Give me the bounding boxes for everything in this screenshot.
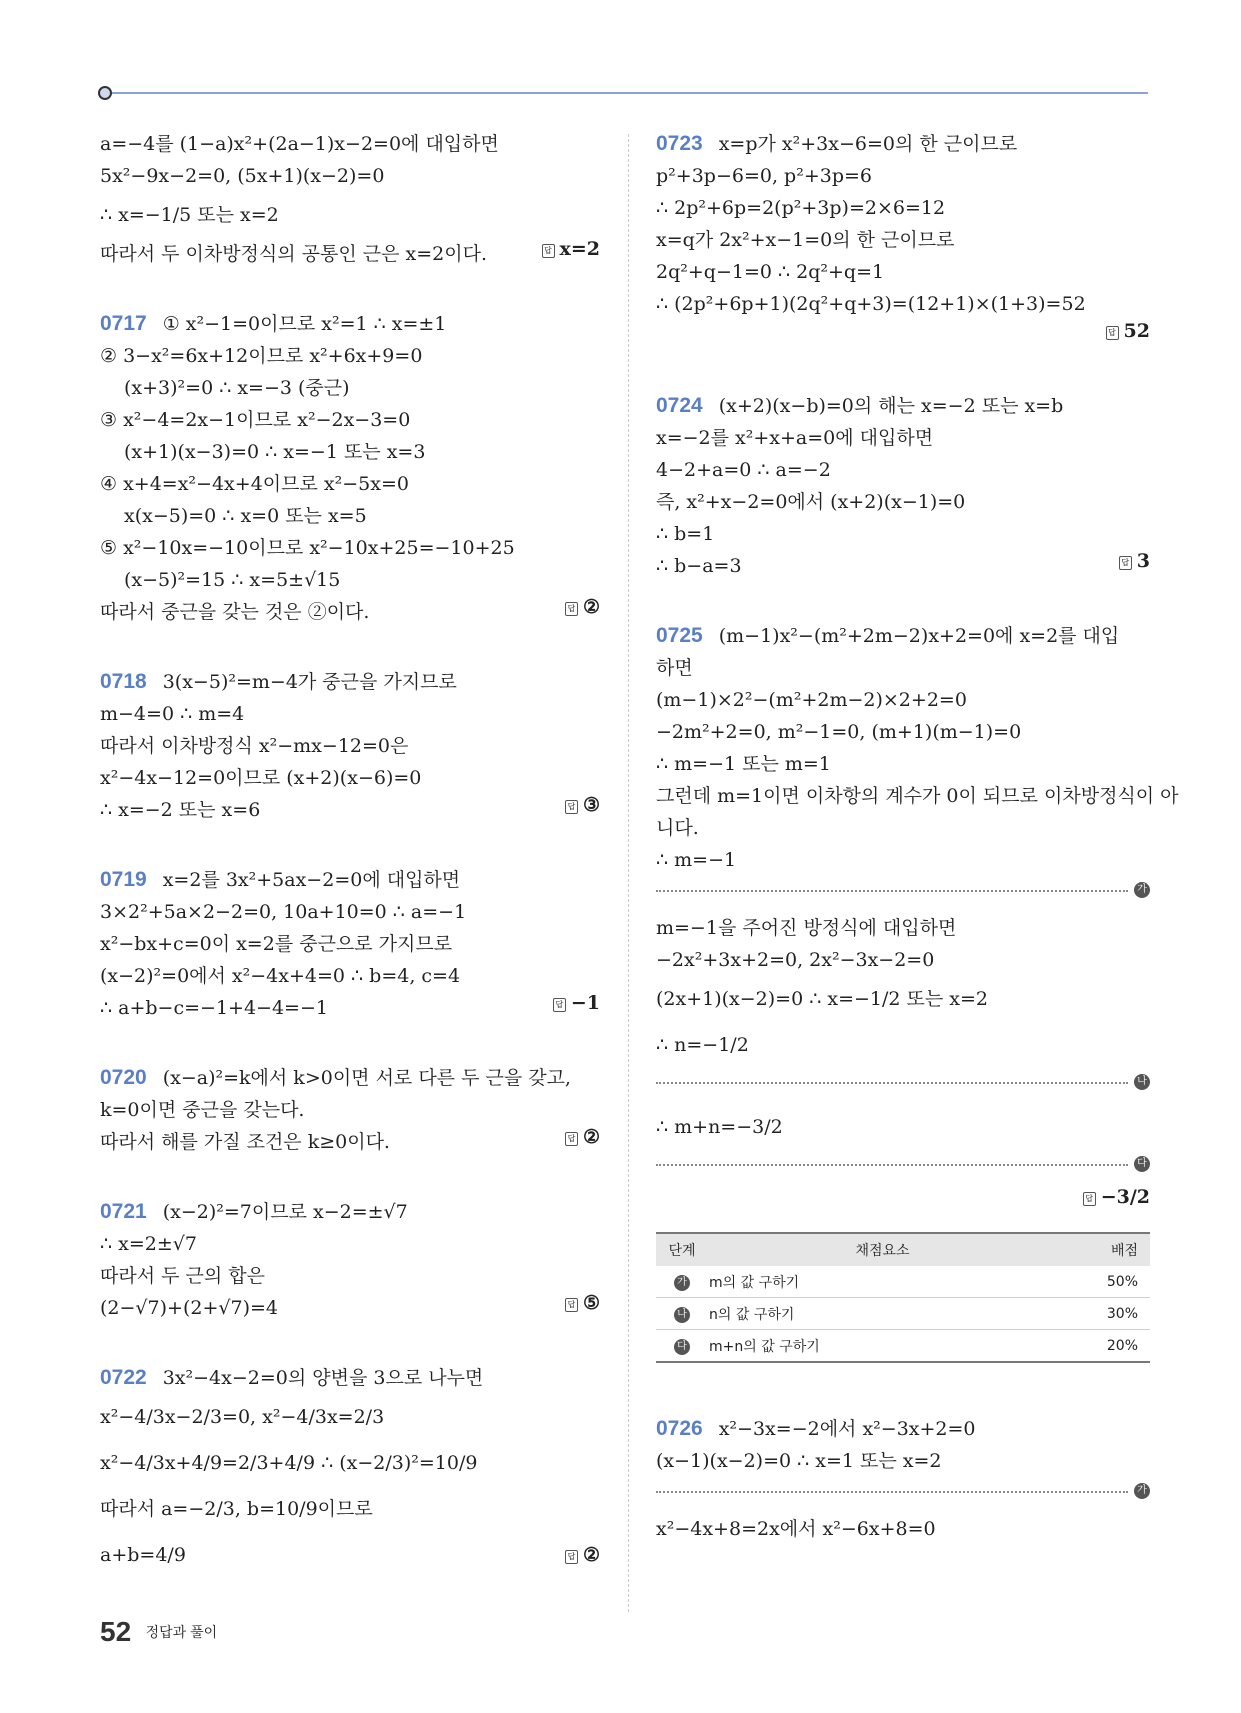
left-column <box>100 128 600 1616</box>
answer-mark <box>1106 320 1150 342</box>
solution-line: 3x²−4x−2=0의 양변을 3으로 나누면 <box>162 1367 484 1389</box>
solution-line: ∴ a+b−c=−1+4−4=−1 <box>100 997 328 1019</box>
step-marker: 다 <box>1134 1156 1150 1172</box>
problem-number: 0722 <box>100 1366 147 1389</box>
answer-value: x=2 <box>559 238 600 260</box>
solution-line: p²+3p−6=0, p²+3p=6 <box>656 165 873 187</box>
step-marker: 나 <box>1134 1074 1150 1090</box>
solution-line: ∴ x=−1/5 또는 x=2 <box>100 204 279 226</box>
solution-line: ③ x²−4=2x−1이므로 x²−2x−3=0 <box>100 409 411 431</box>
solution-line: ∴ b−a=3 <box>656 555 742 577</box>
step-marker: 가 <box>674 1275 690 1291</box>
problem-0726 <box>656 1413 1150 1545</box>
answer-icon: 답 <box>553 998 566 1012</box>
solution-line: 하면 <box>656 657 693 679</box>
table-cell: 20% <box>1057 1330 1150 1363</box>
problem-0718 <box>100 666 600 826</box>
solution-line: (x−a)²=k에서 k>0이면 서로 다른 두 근을 갖고, <box>162 1067 571 1089</box>
solution-line: k=0이면 중근을 갖는다. <box>100 1099 305 1121</box>
answer-icon: 답 <box>565 800 578 814</box>
step-marker: 나 <box>674 1307 690 1323</box>
page-footer <box>100 1616 217 1648</box>
step-divider <box>656 880 1150 902</box>
table-cell: m의 값 구하기 <box>708 1266 1057 1298</box>
step-divider <box>656 1154 1150 1176</box>
step-marker: 가 <box>1134 1483 1150 1499</box>
solution-line: −2x²+3x+2=0, 2x²−3x−2=0 <box>656 949 935 971</box>
answer-value: ② <box>582 1544 600 1566</box>
answer-mark <box>565 1532 600 1578</box>
solution-line: ④ x+4=x²−4x+4이므로 x²−5x=0 <box>100 473 409 495</box>
solution-line: x(x−5)=0 ∴ x=0 또는 x=5 <box>124 505 367 527</box>
column-divider <box>628 134 629 1612</box>
solution-line: (x+1)(x−3)=0 ∴ x=−1 또는 x=3 <box>124 441 426 463</box>
problem-0716-continued <box>100 128 600 270</box>
solution-line: (m−1)×2²−(m²+2m−2)×2+2=0 <box>656 689 967 711</box>
solution-line: 3×2²+5a×2−2=0, 10a+10=0 ∴ a=−1 <box>100 901 467 923</box>
solution-line: ∴ (2p²+6p+1)(2q²+q+3)=(12+1)×(1+3)=52 <box>656 293 1086 315</box>
table-header: 단계 <box>656 1233 708 1266</box>
table-row <box>656 1266 1150 1298</box>
solution-line: (m−1)x²−(m²+2m−2)x+2=0에 x=2를 대입 <box>718 625 1120 647</box>
table-cell: n의 값 구하기 <box>708 1298 1057 1330</box>
solution-line: −2m²+2=0, m²−1=0, (m+1)(m−1)=0 <box>656 721 1022 743</box>
solution-line: x=q가 2x²+x−1=0의 한 근이므로 <box>656 229 955 251</box>
problem-number: 0726 <box>656 1417 703 1440</box>
problem-0719 <box>100 864 600 1024</box>
answer-value: ② <box>582 1126 600 1148</box>
answer-line <box>100 992 600 1024</box>
step-divider <box>656 1072 1150 1094</box>
solution-line: 따라서 해를 가질 조건은 k≥0이다. <box>100 1131 390 1153</box>
solution-line: 니다. <box>656 817 699 839</box>
answer-mark <box>565 1126 600 1148</box>
problem-number: 0724 <box>656 394 703 417</box>
solution-line: 2q²+q−1=0 ∴ 2q²+q=1 <box>656 261 885 283</box>
answer-icon: 답 <box>565 1550 578 1564</box>
solution-line: x²−4x+8=2x에서 x²−6x+8=0 <box>656 1518 936 1540</box>
solution-line: m−4=0 ∴ m=4 <box>100 703 245 725</box>
table-row <box>656 1298 1150 1330</box>
answer-icon: 답 <box>542 244 555 258</box>
answer-line <box>100 1126 600 1158</box>
answer-line <box>656 550 1150 582</box>
solution-line: ∴ m=−1 또는 m=1 <box>656 753 831 775</box>
answer-icon: 답 <box>1083 1192 1096 1206</box>
solution-line: x²−4x−12=0이므로 (x+2)(x−6)=0 <box>100 767 422 789</box>
solution-line: x²−bx+c=0이 x=2를 중근으로 가지므로 <box>100 933 453 955</box>
solution-line: 따라서 이차방정식 x²−mx−12=0은 <box>100 735 409 757</box>
solution-line: 따라서 두 근의 합은 <box>100 1265 265 1287</box>
solution-line: ② 3−x²=6x+12이므로 x²+6x+9=0 <box>100 345 423 367</box>
answer-icon: 답 <box>565 1132 578 1146</box>
solution-line: ∴ x=−2 또는 x=6 <box>100 799 261 821</box>
solution-line: ⑤ x²−10x=−10이므로 x²−10x+25=−10+25 <box>100 537 515 559</box>
solution-line: ∴ m+n=−3/2 <box>656 1116 783 1138</box>
table-header-row <box>656 1233 1150 1266</box>
scoring-table <box>656 1232 1150 1363</box>
answer-value: 52 <box>1123 320 1150 342</box>
solution-line: 5x²−9x−2=0, (5x+1)(x−2)=0 <box>100 165 385 187</box>
answer-line <box>100 596 600 628</box>
problem-0725 <box>656 620 1179 1363</box>
solution-line: a+b=4/9 <box>100 1544 186 1566</box>
top-rule <box>104 92 1148 94</box>
table-header: 채점요소 <box>708 1233 1057 1266</box>
right-column <box>656 128 1179 1583</box>
table-cell: m+n의 값 구하기 <box>708 1330 1057 1363</box>
solution-line: x=p가 x²+3x−6=0의 한 근이므로 <box>718 133 1018 155</box>
problem-0724 <box>656 390 1150 582</box>
solution-line: x²−4/3x−2/3=0, x²−4/3x=2/3 <box>100 1406 385 1428</box>
problem-0720 <box>100 1062 600 1158</box>
problem-0722 <box>100 1362 600 1578</box>
problem-0721 <box>100 1196 600 1324</box>
answer-icon: 답 <box>1106 326 1119 340</box>
answer-mark <box>1083 1186 1150 1208</box>
table-cell: 30% <box>1057 1298 1150 1330</box>
answer-line <box>100 238 600 270</box>
solution-line: 따라서 두 이차방정식의 공통인 근은 x=2이다. <box>100 243 487 265</box>
answer-line <box>100 1292 600 1324</box>
problem-0723 <box>656 128 1150 352</box>
solution-line: (x+2)(x−b)=0의 해는 x=−2 또는 x=b <box>718 395 1064 417</box>
problem-number: 0723 <box>656 132 703 155</box>
answer-value: 3 <box>1136 550 1150 572</box>
solution-line: x²−4/3x+4/9=2/3+4/9 ∴ (x−2/3)²=10/9 <box>100 1452 478 1474</box>
problem-number: 0719 <box>100 868 147 891</box>
answer-line <box>656 320 1150 352</box>
table-cell: 50% <box>1057 1266 1150 1298</box>
solution-line: (x−2)²=0에서 x²−4x+4=0 ∴ b=4, c=4 <box>100 965 461 987</box>
problem-number: 0718 <box>100 670 147 693</box>
answer-line <box>100 794 600 826</box>
solution-line: 3(x−5)²=m−4가 중근을 가지므로 <box>162 671 457 693</box>
solution-line: (2−√7)+(2+√7)=4 <box>100 1297 278 1319</box>
answer-value: ⑤ <box>582 1292 600 1314</box>
solution-line: ∴ n=−1/2 <box>656 1034 749 1056</box>
solution-line: 따라서 중근을 갖는 것은 ②이다. <box>100 601 370 623</box>
solution-line: ∴ b=1 <box>656 523 715 545</box>
answer-mark <box>553 992 600 1014</box>
step-marker: 다 <box>674 1339 690 1355</box>
answer-icon: 답 <box>565 1298 578 1312</box>
problem-0717 <box>100 308 600 628</box>
solution-line: ① x²−1=0이므로 x²=1 ∴ x=±1 <box>162 313 447 335</box>
solution-line: a=−4를 (1−a)x²+(2a−1)x−2=0에 대입하면 <box>100 133 499 155</box>
solution-line: (x+3)²=0 ∴ x=−3 (중근) <box>124 377 350 399</box>
problem-number: 0720 <box>100 1066 147 1089</box>
answer-mark <box>542 238 600 260</box>
answer-line <box>656 1186 1150 1218</box>
page-number: 52 <box>100 1616 132 1647</box>
answer-mark <box>565 596 600 618</box>
solution-line: (2x+1)(x−2)=0 ∴ x=−1/2 또는 x=2 <box>656 988 989 1010</box>
problem-number: 0717 <box>100 312 147 335</box>
solution-line: x=−2를 x²+x+a=0에 대입하면 <box>656 427 934 449</box>
solution-line: 그런데 m=1이면 이차항의 계수가 0이 되므로 이차방정식이 아 <box>656 785 1179 807</box>
solution-line: 즉, x²+x−2=0에서 (x+2)(x−1)=0 <box>656 491 966 513</box>
answer-mark <box>565 794 600 816</box>
solution-line: x=2를 3x²+5ax−2=0에 대입하면 <box>162 869 461 891</box>
solution-line: x²−3x=−2에서 x²−3x+2=0 <box>718 1418 976 1440</box>
answer-icon: 답 <box>565 602 578 616</box>
footer-label: 정답과 풀이 <box>145 1624 218 1640</box>
answer-value: ③ <box>582 794 600 816</box>
table-header: 배점 <box>1057 1233 1150 1266</box>
answer-value: −3/2 <box>1100 1186 1150 1208</box>
problem-number: 0725 <box>656 624 703 647</box>
solution-line: 4−2+a=0 ∴ a=−2 <box>656 459 831 481</box>
answer-mark <box>565 1292 600 1314</box>
step-divider <box>656 1481 1150 1503</box>
problem-number: 0721 <box>100 1200 147 1223</box>
solution-line: (x−2)²=7이므로 x−2=±√7 <box>162 1201 408 1223</box>
table-row <box>656 1330 1150 1363</box>
solution-line: (x−5)²=15 ∴ x=5±√15 <box>124 569 341 591</box>
solution-line: ∴ m=−1 <box>656 849 737 871</box>
solution-line: (x−1)(x−2)=0 ∴ x=1 또는 x=2 <box>656 1450 942 1472</box>
step-marker: 가 <box>1134 882 1150 898</box>
solution-line: ∴ x=2±√7 <box>100 1233 197 1255</box>
solution-line: 따라서 a=−2/3, b=10/9이므로 <box>100 1498 373 1520</box>
answer-value: −1 <box>570 992 600 1014</box>
answer-line <box>100 1532 600 1578</box>
answer-value: ② <box>582 596 600 618</box>
answer-mark <box>1119 550 1150 572</box>
answer-icon: 답 <box>1119 556 1132 570</box>
solution-line: m=−1을 주어진 방정식에 대입하면 <box>656 917 957 939</box>
solution-line: ∴ 2p²+6p=2(p²+3p)=2×6=12 <box>656 197 946 219</box>
top-rule-dot <box>98 86 112 100</box>
